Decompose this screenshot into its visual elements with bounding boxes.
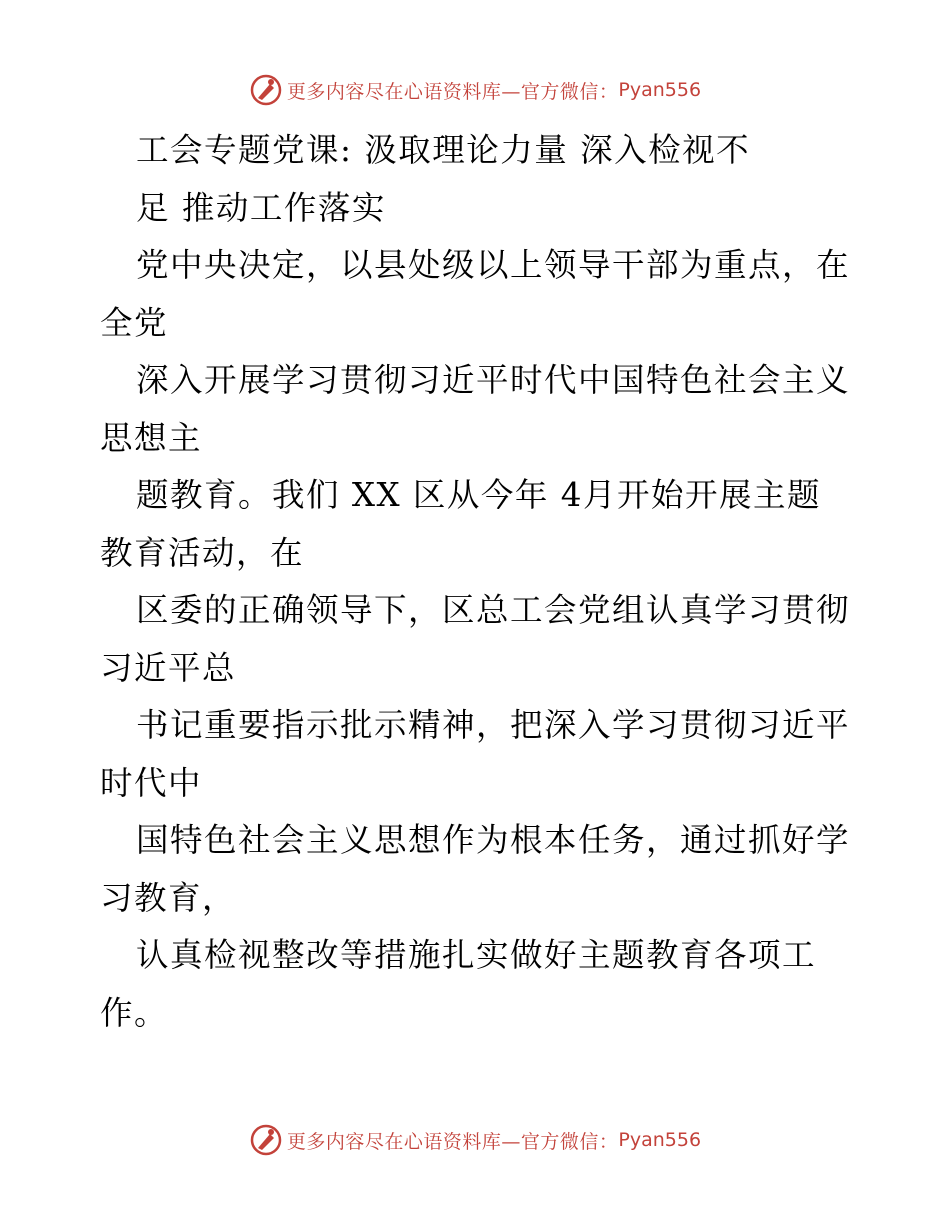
document-line: 时代中 [100, 763, 203, 802]
document-line: 作。 [100, 993, 169, 1032]
document-line: 习近平总 [100, 648, 237, 687]
pen-nib-logo-icon [249, 73, 283, 107]
document-line: 工会专题党课: 汲取理论力量 深入检视不 [136, 131, 751, 169]
document-line: 党中央决定，以县处级以上领导干部为重点，在 [136, 246, 851, 284]
watermark-text: 更多内容尽在心语资料库—官方微信： [286, 80, 619, 103]
document-line: 国特色社会主义思想作为根本任务，通过抓好学 [136, 821, 851, 859]
document-line: 思想主 [100, 418, 203, 457]
document-body [100, 122, 860, 1042]
watermark-wechat-id: Pyan556 [618, 79, 702, 101]
document-line: 认真检视整改等措施扎实做好主题教育各项工 [136, 936, 817, 974]
footer-watermark [0, 1120, 950, 1160]
document-line: 区委的正确领导下，区总工会党组认真学习贯彻 [136, 591, 851, 629]
header-watermark [0, 70, 950, 110]
document-line: 教育活动，在 [100, 533, 305, 572]
document-line: 足 推动工作落实 [136, 188, 386, 227]
watermark-wechat-id: Pyan556 [618, 1129, 702, 1151]
document-line: 习教育， [100, 878, 237, 917]
document-line: 全党 [100, 303, 169, 342]
document-line: 深入开展学习贯彻习近平时代中国特色社会主义 [136, 361, 851, 399]
pen-nib-logo-icon [249, 1123, 283, 1157]
watermark-text: 更多内容尽在心语资料库—官方微信： [286, 1130, 619, 1153]
document-line: 题教育。我们 XX 区从今年 4月开始开展主题 [136, 476, 821, 514]
document-line: 书记重要指示批示精神，把深入学习贯彻习近平 [136, 706, 851, 744]
